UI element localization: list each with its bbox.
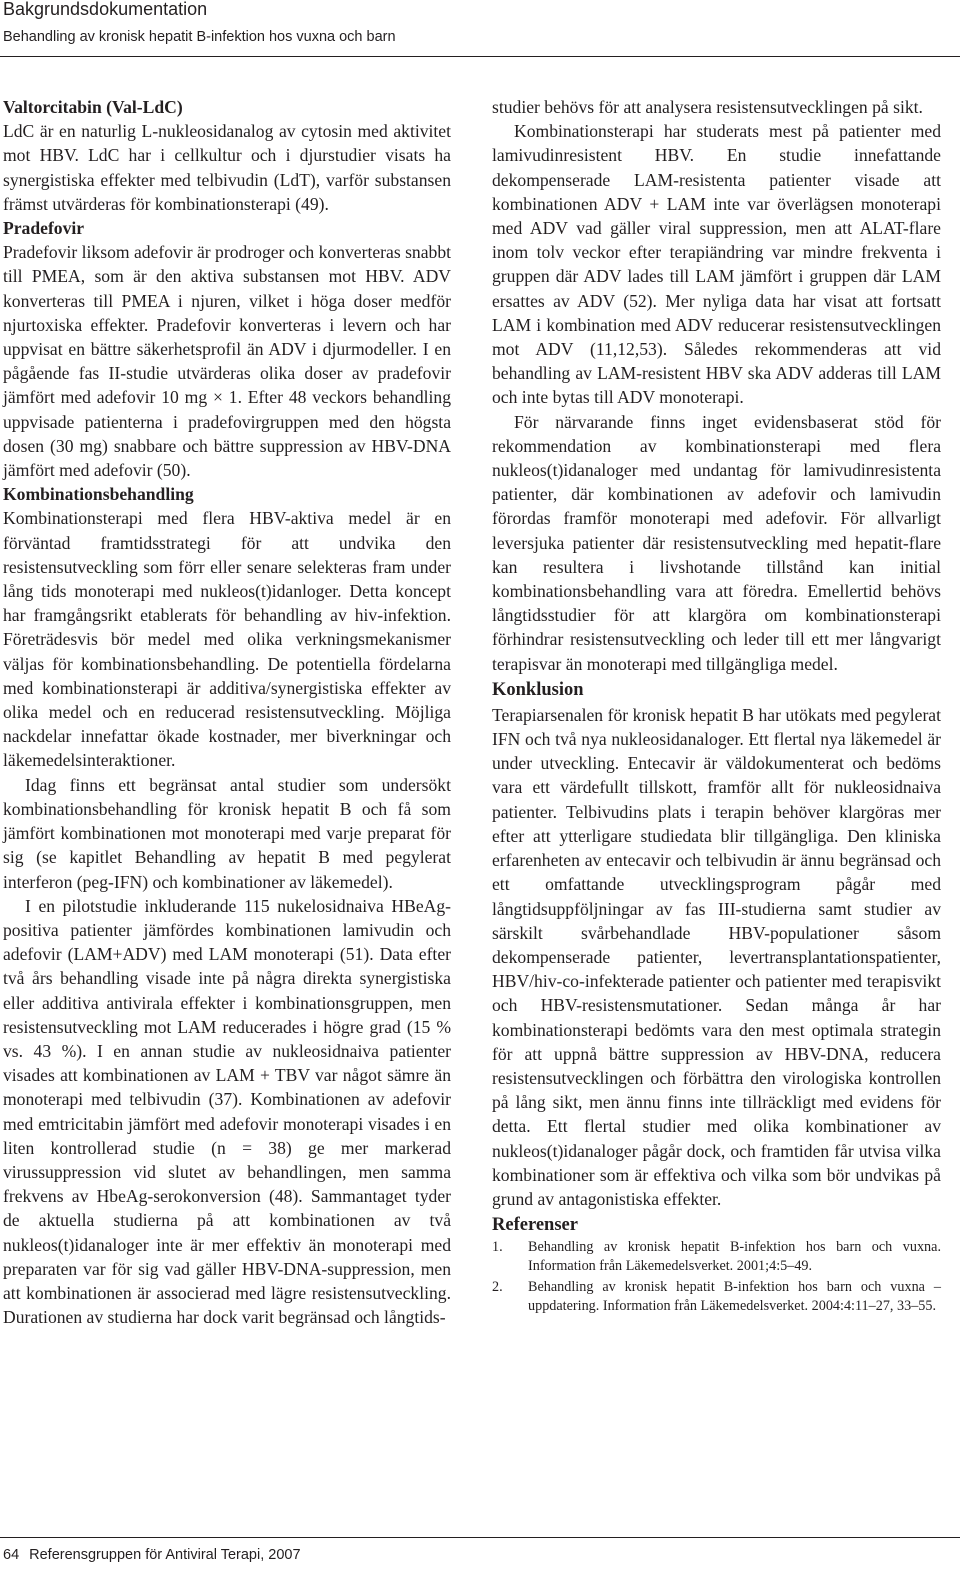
- body-paragraph: För närvarande finns inget evidensbaserat stöd för rekommendation av kombinationsterapi med flera nukleos(t)idanaloger med undantag för lamivudinresistenta patienter, där kombinationen av adefovir och lamivudin förordas framför monoterapi med adefovir. För allvarligt leversjuka patienter där resistensutveckling med hepatit-flare kan resultera i livshotande tillstånd kan initial kombinationsbehandling vara att föredra. Emellertid behövs långtidsstudier för att klargöra om kombinationsterapi förhindrar resistensutveckling och leder till ett mer långvarigt terapisvar än monoterapi med tillgängliga medel.: [492, 411, 941, 674]
- body-paragraph: studier behövs för att analysera resistensutvecklingen på sikt.: [492, 97, 923, 117]
- body-paragraph: Pradefovir liksom adefovir är prodroger och konverteras snabbt till PMEA, som är den aktiva substansen mot HBV. ADV konverteras till PMEA i njuren, vilket i höga doser medför njurtoxiska effekter. Pradefovir konverteras i levern och har uppvisat en bättre säkerhetsprofil än ADV i djurmodeller. I en pågående fas II-studie utvärderas olika doser av pradefovir jämfört med adefovir 10 mg × 1. Efter 48 veckors behandling uppvisade patienterna i pradefovirgruppen med den högsta dosen (30 mg) snabbare och bättre suppression av HBV-DNA jämfört med adefovir (50).: [3, 242, 452, 481]
- section-heading-pradefovir: Pradefovir: [3, 218, 85, 239]
- body-paragraph: Idag finns ett begränsat antal studier som undersökt kombinationsbehandling för kronisk hepatit B och få som jämfört kombinationen mot monoterapi med varje preparat för sig (se kapitlet Behandling av hepatit B med pegylerat interferon (peg-IFN) och kombinationer av läkemedel).: [3, 774, 451, 892]
- reference-text: Behandling av kronisk hepatit B-infektion hos barn och vuxna – uppdatering. Information från Läkemedelsverket. 2004:4:11–27, 33–55.: [528, 1279, 941, 1314]
- footer-divider: [0, 1537, 960, 1538]
- left-column: [3, 95, 451, 1329]
- body-paragraph: Terapiarsenalen för kronisk hepatit B har utökats med pegylerat IFN och två nya nukleosidanaloger. Ett flertal nya läkemedel är under utveckling. Entecavir är väldokumenterat och bedöms vara ett värdefullt tillskott, framför allt för nukleosidnaiva patienter. Telbivudins plats i terapin behöver klargöras mer efter att ytterligare studiedata blir tillgängliga. Den kliniska erfarenheten av entecavir och telbivudin är ännu begränsad och ett omfattande utvecklingsprogram pågår med långtidsuppföljningar av fas III-studierna samt studier av särskilt svårbehandlade HBV-populationer såsom dekompenserade patienter, levertransplantationspatienter, HBV/hiv-co-infekterade patienter och patienter med terapisvikt och HBV-resistensmutationer. Sedan många år har kombinationsterapi bedömts vara den mest optimala strategin för att uppnå bättre suppression av HBV-DNA, reducera resistensutvecklingen och förbättra den virologiska kontrollen på lång sikt, men ännu finns inte tillräckligt med evidens för detta. Ett flertal studier med olika kombinationer av nukleos(t)idanaloger pågår dock, och framtiden får utvisa vilka kombinationer som är effektiva och vilka som bör undvikas på grund av antagonistiska effekter.: [492, 704, 941, 1209]
- reference-list: [492, 1238, 941, 1315]
- right-column: [492, 95, 941, 1318]
- section-heading-valtorcitabin-val-ldc: Valtorcitabin (Val-LdC): [3, 97, 183, 117]
- section-heading-konklusion: Konklusion: [492, 679, 584, 700]
- section-heading-referenser: Referenser: [492, 1215, 578, 1236]
- body-paragraph: LdC är en naturlig L-nukleosidanalog av cytosin med aktivitet mot HBV. LdC har i cellkultur och i djurstudier visats ha synergistiska effekter med telbivudin (LdT), varför substansen främst utvärderas för kombinationsterapi (49).: [3, 121, 451, 214]
- page-footer: [3, 1546, 311, 1564]
- header-divider: [0, 56, 960, 57]
- document-section-title: Bakgrundsdokumentation: [3, 0, 208, 19]
- body-paragraph: I en pilotstudie inkluderande 115 nukelosidnaiva HBeAg-positiva patienter jämfördes kombinationen lamivudin och adefovir (LAM+ADV) med LAM monoterapi (51). Data efter två års behandling visade inte på några direkta synergistiska eller additiva antivirala effekter i kombinationsgruppen, men resistensutveckling mot LAM reducerades i högre grad (15 % vs. 43 %). I en annan studie av nukleosidnaiva patienter visades att kombinationen av LAM + TBV var något sämre än monoterapi med telbivudin (37). Kombinationen av adefovir med emtricitabin jämfört med adefovir monoterapi visades i en liten kontrollerad studie (n = 38) ge mer markerad virussuppression vid slutet av behandlingen, men samma frekvens av HbeAg-serokonversion (48). Sammantaget tyder de aktuella studierna på att kombinationen av två nukleos(t)idanaloger inte är mer effektiv än monoterapi med preparaten var för sig vad gäller HBV-DNA-suppression, men att kombinationen är associerad med lägre resistensutveckling. Durationen av studierna har dock varit begränsad och långtids-: [3, 895, 451, 1328]
- reference-number: 2.: [492, 1279, 503, 1296]
- document-subtitle: Behandling av kronisk hepatit B-infektion hos vuxna och barn: [3, 29, 396, 45]
- reference-number: 1.: [492, 1239, 503, 1256]
- reference-text: Behandling av kronisk hepatit B-infektion hos barn och vuxna. Information från Läkemedelsverket. 2001;4:5–49.: [528, 1239, 941, 1274]
- reference-item: [492, 1238, 941, 1275]
- body-paragraph: Kombinationsterapi har studerats mest på patienter med lamivudinresistent HBV. En studie innefattande dekompenserade LAM-resistenta patienter visade att kombinationen ADV + LAM inte var överlägsen monoterapi med ADV vad gäller viral suppression, men att ALAT-flare inom tolv veckor efter terapiändring var mindre frekventa i gruppen där ADV lades till LAM jämfört i gruppen där LAM ersattes av ADV (52). Mer nyliga data har visat att fortsatt LAM i kombination med ADV reducerar resistensutvecklingen mot ADV (11,12,53). Således rekommenderas att vid behandling av LAM-resistent HBV ska ADV adderas till LAM och inte bytas till ADV monoterapi.: [492, 121, 941, 408]
- body-paragraph: Kombinationsterapi med flera HBV-aktiva medel är en förväntad framtidsstrategi för att undvika den resistensutveckling som förr eller senare selekteras fram under lång tids monoterapi med nukleos(t)idanloger. Detta koncept har framgångsrikt etablerats för behandling av hiv-infektion. Företrädesvis bör medel med olika verkningsmekanismer väljas för kombinationsbehandling. De potentiella fördelarna med kombinationsterapi är additiva/synergistiska effekter av olika medel och en reducerad resistensutveckling. Möjliga nackdelar innefattar ökade kostnader, mer biverkningar och läkemedelsinteraktioner.: [3, 508, 451, 771]
- page-number: 64: [3, 1547, 20, 1563]
- footer-publisher: Referensgruppen för Antiviral Terapi, 2007: [29, 1547, 301, 1563]
- reference-item: [492, 1278, 941, 1315]
- section-heading-kombinationsbehandling: Kombinationsbehandling: [3, 484, 194, 505]
